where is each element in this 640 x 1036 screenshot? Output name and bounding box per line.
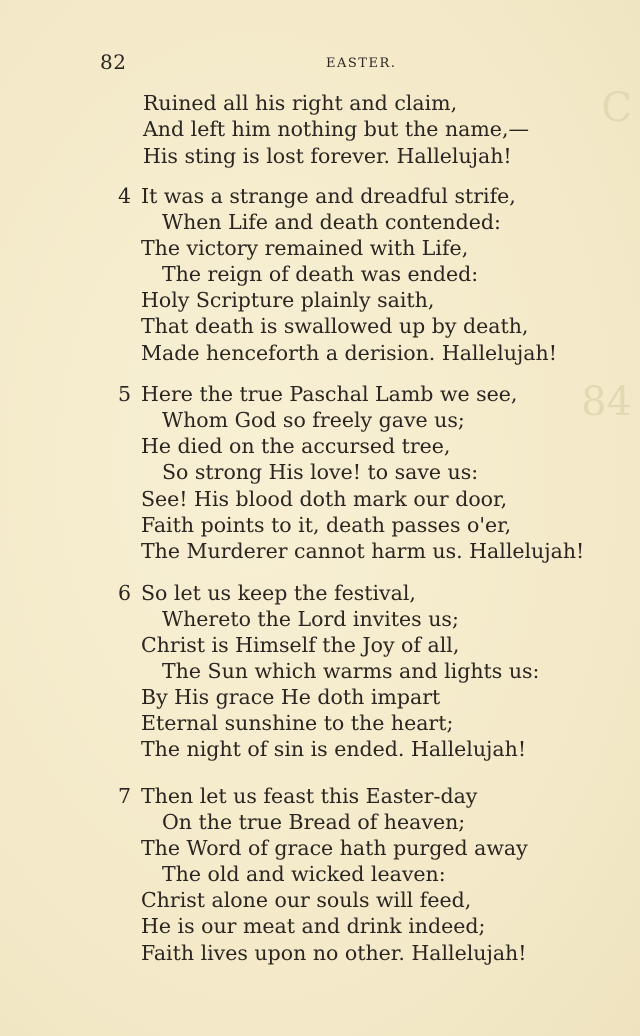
verse-line: Faith lives upon no other. Hallelujah!: [141, 941, 527, 965]
verse-line: On the true Bread of heaven;: [162, 810, 466, 834]
verse-line: The night of sin is ended. Hallelujah!: [141, 737, 527, 761]
verse-line: Holy Scripture plainly saith,: [141, 288, 435, 312]
verse-line: Christ alone our souls will feed,: [141, 888, 472, 912]
stanza-number: 4: [118, 184, 132, 208]
page-header: [0, 50, 640, 74]
bleed-through-mark: 84: [581, 379, 632, 425]
verse-line: Eternal sunshine to the heart;: [141, 711, 454, 735]
verse-line: He is our meat and drink indeed;: [141, 914, 486, 938]
verse-line: Whom God so freely gave us;: [162, 408, 465, 432]
verse-line: It was a strange and dreadful strife,: [141, 184, 516, 208]
verse-line: The Word of grace hath purged away: [141, 836, 528, 860]
verse-line: He died on the accursed tree,: [141, 434, 451, 458]
verse-line: So let us keep the festival,: [141, 581, 416, 605]
verse-line: The Sun which warms and lights us:: [162, 659, 540, 683]
verse-line: So strong His love! to save us:: [162, 460, 479, 484]
bleed-through-mark: C: [601, 85, 632, 131]
verse-line: Christ is Himself the Joy of all,: [141, 633, 460, 657]
stanza-number: 7: [118, 784, 132, 808]
stanza-number: 6: [118, 581, 132, 605]
verse-line: Here the true Paschal Lamb we see,: [141, 382, 518, 406]
verse-line: The old and wicked leaven:: [162, 862, 446, 886]
verse-line: Whereto the Lord invites us;: [162, 607, 459, 631]
page-number: 82: [100, 50, 127, 74]
verse-line: The reign of death was ended:: [162, 262, 479, 286]
verse-line: See! His blood doth mark our door,: [141, 487, 508, 511]
running-head: EASTER.: [326, 56, 397, 71]
stanza-number: 5: [118, 382, 132, 406]
verse-line: His sting is lost forever. Hallelujah!: [143, 144, 512, 168]
verse-line: The victory remained with Life,: [141, 236, 469, 260]
verse-line: By His grace He doth impart: [141, 685, 441, 709]
verse-line: And left him nothing but the name,—: [143, 117, 529, 141]
verse-line: That death is swallowed up by death,: [141, 314, 529, 338]
verse-line: Ruined all his right and claim,: [143, 91, 458, 115]
verse-line: Made henceforth a derision. Hallelujah!: [141, 341, 557, 365]
verse-line: Faith points to it, death passes o'er,: [141, 513, 512, 537]
verse-line: Then let us feast this Easter-day: [141, 784, 478, 808]
verse-line: The Murderer cannot harm us. Hallelujah!: [141, 539, 585, 563]
verse-line: When Life and death contended:: [162, 210, 501, 234]
